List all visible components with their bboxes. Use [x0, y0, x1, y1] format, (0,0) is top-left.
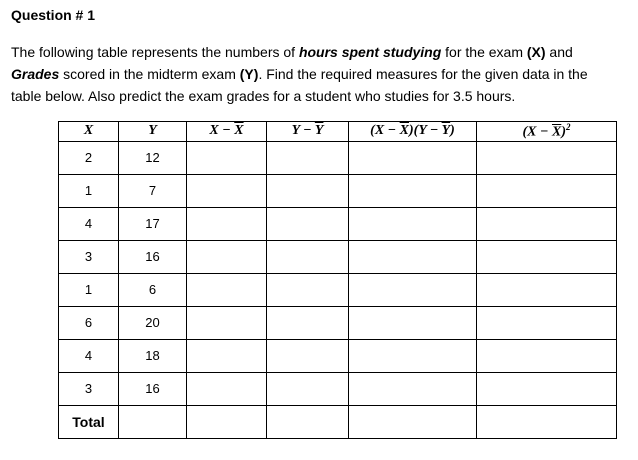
cell-empty — [187, 273, 267, 306]
table-row — [59, 372, 617, 405]
total-label: Total — [59, 405, 119, 438]
cell-empty — [267, 207, 349, 240]
header-part: (X − — [370, 123, 400, 139]
cell-empty — [349, 339, 477, 372]
cell-empty — [119, 405, 187, 438]
cell-empty — [349, 174, 477, 207]
cell-empty — [187, 405, 267, 438]
header-product — [349, 122, 477, 142]
cell-x: 4 — [59, 207, 119, 240]
text-segment: and — [545, 44, 573, 60]
cell-y: 16 — [119, 240, 187, 273]
header-part: ) — [561, 124, 566, 140]
cell-empty — [477, 372, 617, 405]
text-emphasis: Grades — [11, 66, 60, 82]
cell-y: 20 — [119, 306, 187, 339]
header-part: X − — [209, 123, 235, 139]
cell-y: 18 — [119, 339, 187, 372]
header-part: (X − — [522, 124, 552, 140]
cell-y: 6 — [119, 273, 187, 306]
cell-empty — [187, 372, 267, 405]
header-part: $\overline{Y}$ — [314, 123, 324, 139]
table-row — [59, 273, 617, 306]
header-x-minus-xbar — [187, 122, 267, 142]
cell-empty — [477, 339, 617, 372]
cell-empty — [267, 273, 349, 306]
cell-empty — [349, 405, 477, 438]
cell-x: 1 — [59, 174, 119, 207]
text-emphasis: (Y) — [239, 66, 259, 82]
cell-y: 7 — [119, 174, 187, 207]
table-total-row — [59, 405, 617, 438]
cell-empty — [267, 306, 349, 339]
header-part: $\overline{X}$ — [234, 123, 244, 139]
cell-empty — [349, 141, 477, 174]
text-emphasis: (X) — [526, 44, 546, 60]
cell-empty — [187, 141, 267, 174]
table-header-row — [59, 122, 617, 142]
header-part: Y − — [291, 123, 315, 139]
cell-empty — [349, 207, 477, 240]
header-part: $\overline{X}$ — [551, 124, 562, 140]
cell-empty — [267, 372, 349, 405]
cell-empty — [349, 273, 477, 306]
cell-empty — [349, 306, 477, 339]
cell-y: 16 — [119, 372, 187, 405]
table-row — [59, 306, 617, 339]
cell-empty — [187, 240, 267, 273]
table-row — [59, 174, 617, 207]
cell-y: 17 — [119, 207, 187, 240]
cell-empty — [477, 405, 617, 438]
cell-empty — [187, 174, 267, 207]
table-row — [59, 207, 617, 240]
question-line-2 — [11, 63, 631, 85]
question-line-3: table below. Also predict the exam grades for a student who studies for 3.5 hours. — [11, 88, 516, 104]
cell-empty — [267, 405, 349, 438]
cell-x: 6 — [59, 306, 119, 339]
cell-x: 3 — [59, 372, 119, 405]
cell-x: 3 — [59, 240, 119, 273]
cell-empty — [477, 273, 617, 306]
cell-empty — [267, 174, 349, 207]
text-emphasis: hours spent studying — [298, 44, 442, 60]
question-title: Question # 1 — [11, 7, 96, 23]
cell-empty — [187, 207, 267, 240]
cell-x: 4 — [59, 339, 119, 372]
table-row — [59, 339, 617, 372]
header-part: )(Y − — [409, 123, 442, 139]
table-row — [59, 240, 617, 273]
cell-x: 1 — [59, 273, 119, 306]
cell-empty — [477, 207, 617, 240]
question-text — [11, 41, 631, 107]
header-y: Y — [119, 122, 187, 142]
cell-x: 2 — [59, 141, 119, 174]
cell-empty — [349, 240, 477, 273]
data-table — [58, 121, 617, 439]
header-part: 2 — [566, 122, 571, 132]
header-part: ) — [450, 123, 455, 139]
cell-empty — [477, 306, 617, 339]
cell-empty — [267, 339, 349, 372]
cell-empty — [187, 339, 267, 372]
text-segment: scored in the midterm exam — [59, 66, 240, 82]
cell-empty — [477, 240, 617, 273]
question-line-1 — [11, 41, 631, 63]
text-segment: . Find the required measures for the given data in the — [258, 66, 588, 82]
cell-empty — [267, 240, 349, 273]
header-y-minus-ybar — [267, 122, 349, 142]
cell-empty — [477, 174, 617, 207]
text-segment: for the exam — [441, 44, 527, 60]
cell-y: 12 — [119, 141, 187, 174]
table-row — [59, 141, 617, 174]
cell-empty — [267, 141, 349, 174]
header-part: $\overline{X}$ — [399, 123, 409, 139]
header-square — [477, 122, 617, 142]
cell-empty — [349, 372, 477, 405]
cell-empty — [477, 141, 617, 174]
text-segment: The following table represents the numbers of — [11, 44, 299, 60]
header-part: $\overline{Y}$ — [441, 123, 451, 139]
cell-empty — [187, 306, 267, 339]
header-x: X — [59, 122, 119, 142]
